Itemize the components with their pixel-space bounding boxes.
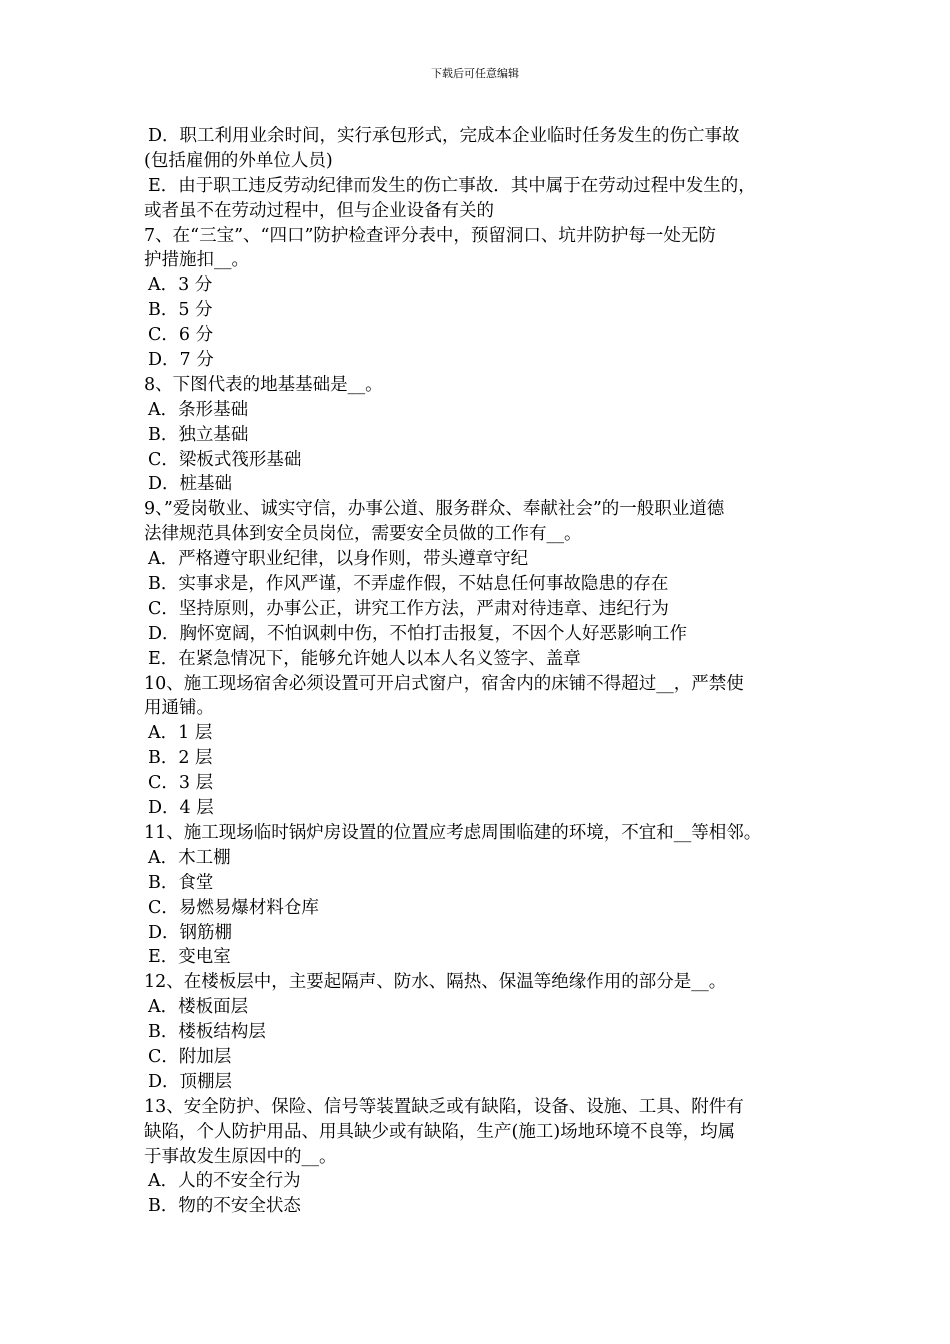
answer-option-continued: (包括雇佣的外单位人员) — [144, 150, 333, 171]
answer-option: C．坚持原则，办事公正，讲究工作方法，严肃对待违章、违纪行为 — [148, 598, 669, 619]
answer-option: B．楼板结构层 — [148, 1022, 266, 1043]
question-line: 于事故发生原因中的__。 — [144, 1146, 337, 1167]
page-header: 下载后可任意编辑 — [431, 67, 519, 80]
answer-option: A．严格遵守职业纪律，以身作则，带头遵章守纪 — [148, 549, 529, 570]
answer-option: E．变电室 — [148, 947, 231, 968]
answer-option-continued: E．由于职工违反劳动纪律而发生的伤亡事故．其中属于在劳动过程中发生的， — [148, 175, 756, 196]
answer-option: B．2 层 — [148, 748, 213, 769]
question-line: 8、下图代表的地基基础是__。 — [144, 374, 383, 395]
answer-option: B．5 分 — [148, 300, 213, 321]
answer-option: A．条形基础 — [148, 399, 249, 420]
answer-option: C．梁板式筏形基础 — [148, 449, 302, 470]
answer-option: A．3 分 — [148, 275, 213, 296]
answer-option: B．食堂 — [148, 872, 214, 893]
answer-option: D．钢筋棚 — [148, 922, 233, 943]
answer-option: D．7 分 — [148, 350, 214, 371]
answer-option: D．胸怀宽阔，不怕讽刺中伤，不怕打击报复，不因个人好恶影响工作 — [148, 623, 688, 644]
answer-option: E．在紧急情况下，能够允许她人以本人名义签字、盖章 — [148, 648, 581, 669]
answer-option: B．物的不安全状态 — [148, 1196, 301, 1217]
answer-option: C．6 分 — [148, 325, 214, 346]
answer-option: D．4 层 — [148, 798, 214, 819]
answer-option: A．人的不安全行为 — [148, 1171, 301, 1192]
answer-option: A．木工棚 — [148, 847, 231, 868]
answer-option: C．易燃易爆材料仓库 — [148, 897, 319, 918]
question-line: 7、在“三宝”、“四口”防护检查评分表中，预留洞口、坑井防护每一处无防 — [144, 225, 716, 246]
answer-option: D．顶棚层 — [148, 1071, 233, 1092]
document-body — [144, 124, 824, 1219]
question-line: 缺陷，个人防护用品、用具缺少或有缺陷，生产(施工)场地环境不良等，均属 — [144, 1121, 736, 1142]
answer-option: C．3 层 — [148, 773, 214, 794]
question-line: 用通铺。 — [144, 698, 214, 719]
answer-option: A．楼板面层 — [148, 997, 249, 1018]
answer-option: B．实事求是，作风严谨，不弄虚作假，不姑息任何事故隐患的存在 — [148, 574, 669, 595]
question-line: 10、施工现场宿舍必须设置可开启式窗户，宿舍内的床铺不得超过__，严禁使 — [144, 673, 744, 694]
question-line: 12、在楼板层中，主要起隔声、防水、隔热、保温等绝缘作用的部分是__。 — [144, 972, 727, 993]
question-line: 9、”爱岗敬业、诚实守信，办事公道、服务群众、奉献社会”的一般职业道德 — [144, 499, 725, 520]
answer-option: C．附加层 — [148, 1046, 232, 1067]
question-line: 护措施扣__。 — [144, 250, 249, 271]
answer-option: D．桩基础 — [148, 474, 233, 495]
answer-option-continued: 或者虽不在劳动过程中，但与企业设备有关的 — [144, 200, 494, 221]
question-line: 法律规范具体到安全员岗位，需要安全员做的工作有__。 — [144, 524, 582, 545]
answer-option: A．1 层 — [148, 723, 213, 744]
question-line: 11、施工现场临时锅炉房设置的位置应考虑周围临建的环境，不宜和__等相邻。 — [144, 822, 762, 843]
question-line: 13、安全防护、保险、信号等装置缺乏或有缺陷，设备、设施、工具、附件有 — [144, 1096, 744, 1117]
answer-option: B．独立基础 — [148, 424, 249, 445]
answer-option-continued: D．职工利用业余时间，实行承包形式，完成本企业临时任务发生的伤亡事故 — [148, 126, 740, 146]
